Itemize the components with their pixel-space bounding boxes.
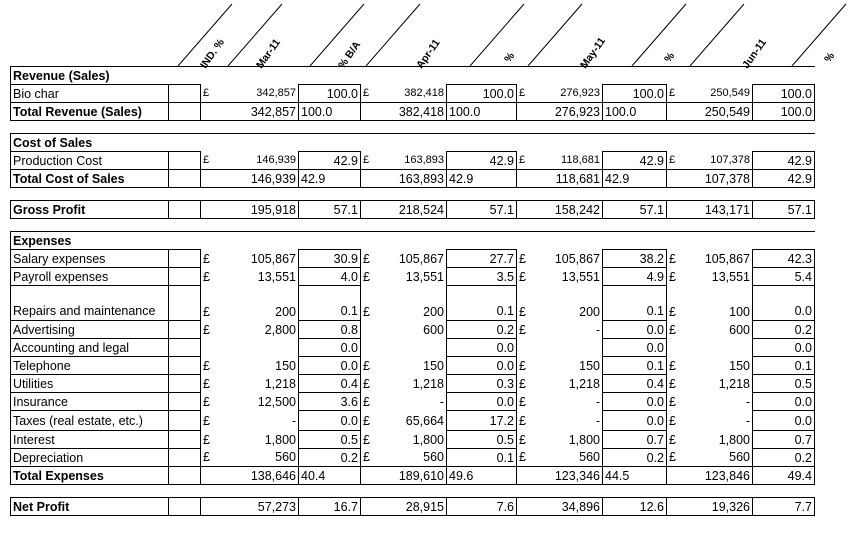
col-header-apr: Apr-11 [414,37,443,71]
section-title: Revenue (Sales) [11,67,815,85]
table-row[interactable]: Salary expenses £ 105,867 30.9 £ 105,867 27.7 £ 105,867 38.2 £ 105,867 42.3 [11,250,815,268]
section-header-expenses: Expenses [11,232,815,250]
row-label: Salary expenses [11,250,169,268]
row-label: Repairs and maintenance [11,286,169,321]
section-header-cost: Cost of Sales [11,134,815,152]
table-row[interactable]: Repairs and maintenance £ 200 0.1 £ 200 0.1 £ 200 0.1 £ 100 0.0 [11,286,815,321]
table-row[interactable]: Interest £ 1,800 0.5 £ 1,800 0.5 £ 1,800 0.7 £ 1,800 0.7 [11,431,815,449]
col-header-mar: Mar-11 [254,36,283,71]
table-row[interactable]: Taxes (real estate, etc.) £ - 0.0 £ 65,664 17.2 £ - 0.0 £ - 0.0 [11,411,815,431]
table-row[interactable]: Advertising £ 2,800 0.8 600 0.2 £ - 0.0 £ 600 0.2 [11,321,815,339]
col-header-may-pct: % [662,50,678,65]
table-row[interactable]: Telephone £ 150 0.0 £ 150 0.0 £ 150 0.1 £ 150 0.1 [11,357,815,375]
expense-rows [11,250,815,467]
row-label: Payroll expenses [11,268,169,286]
gross-profit-row[interactable]: Gross Profit 195,918 57.1 218,524 57.1 158,242 57.1 143,171 57.1 [11,201,815,219]
section-header-revenue [11,67,815,85]
net-profit-row[interactable]: Net Profit 57,273 16.7 28,915 7.6 34,896 12.6 19,326 7.7 [11,498,815,516]
total-row[interactable]: Total Cost of Sales 146,939 42.9 163,893 42.9 118,681 42.9 107,378 42.9 [11,170,815,188]
row-label: Bio char [11,85,169,103]
row-label: Utilities [11,375,169,393]
col-header-apr-pct: % [502,50,518,65]
col-header-ind-pct: IND. % [198,36,227,71]
row-label: Advertising [11,321,169,339]
column-header-band [0,0,852,71]
col-header-may: May-11 [578,35,608,71]
row-label: Depreciation [11,449,169,467]
row-label: Taxes (real estate, etc.) [11,411,169,431]
table-row[interactable]: Utilities £ 1,218 0.4 £ 1,218 0.3 £ 1,218 0.4 £ 1,218 0.5 [11,375,815,393]
row-label: Insurance [11,393,169,411]
row-label: Accounting and legal [11,339,169,357]
row-label: Telephone [11,357,169,375]
col-header-jun: Jun-11 [740,36,769,71]
table-row[interactable]: Bio char £ 342,857 100.0 £ 382,418 100.0 £ 276,923 100.0 £ 250,549 100.0 [11,85,815,103]
total-row[interactable]: Total Expenses 138,646 40.4 189,610 49.6 123,346 44.5 123,846 49.4 [11,467,815,485]
col-header-jun-pct: % [822,50,838,65]
total-row[interactable]: Total Revenue (Sales) 342,857 100.0 382,418 100.0 276,923 100.0 250,549 100.0 [11,103,815,121]
col-header-ba-pct: % B/A [336,39,364,71]
table-row[interactable]: Production Cost £ 146,939 42.9 £ 163,893 42.9 £ 118,681 42.9 £ 107,378 42.9 [11,152,815,170]
table-row[interactable]: Accounting and legal 0.0 0.0 0.0 0.0 [11,339,815,357]
table-row[interactable]: Payroll expenses £ 13,551 4.0 £ 13,551 3.5 £ 13,551 4.9 £ 13,551 5.4 [11,268,815,286]
profit-loss-table [10,66,815,516]
table-row[interactable]: Depreciation £ 560 0.2 £ 560 0.1 £ 560 0.2 £ 560 0.2 [11,449,815,467]
table-row[interactable]: Insurance £ 12,500 3.6 £ - 0.0 £ - 0.0 £ - 0.0 [11,393,815,411]
row-label: Interest [11,431,169,449]
